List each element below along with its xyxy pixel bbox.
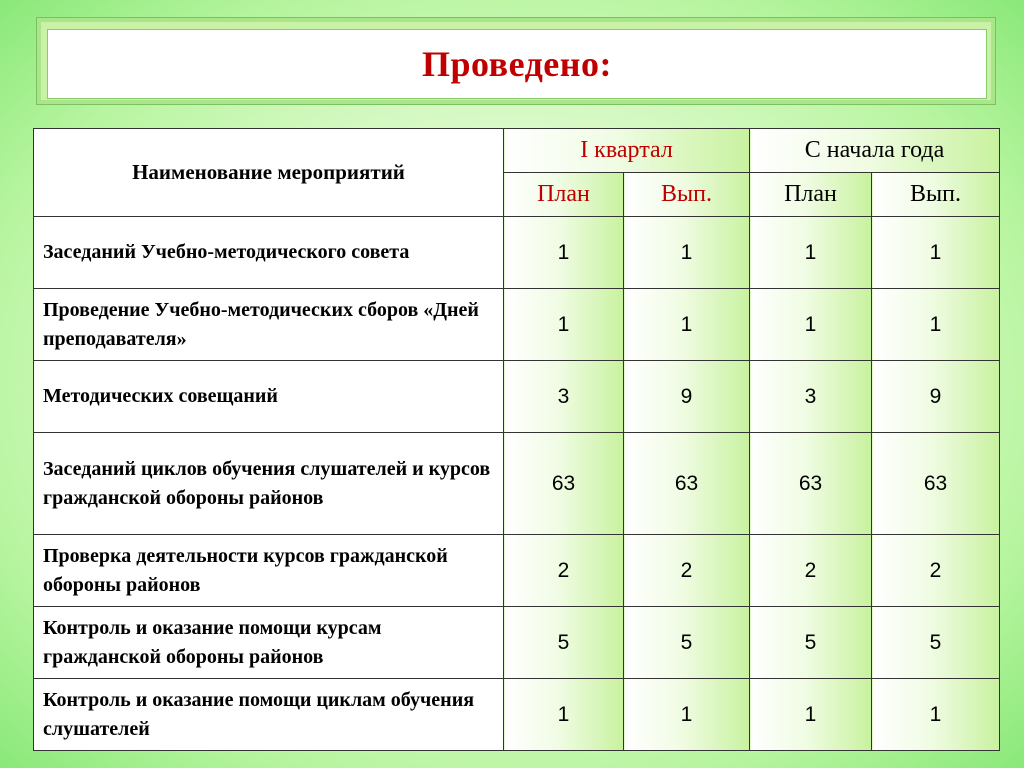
row-event-name: Заседаний Учебно-методического совета — [34, 217, 504, 289]
table-row — [34, 217, 1000, 289]
row-ytd-plan: 1 — [750, 217, 872, 289]
header-year-to-date: С начала года — [750, 129, 1000, 173]
row-ytd-done: 63 — [872, 433, 1000, 535]
row-ytd-done: 9 — [872, 361, 1000, 433]
events-table — [33, 128, 1000, 751]
header-event-name: Наименование мероприятий — [34, 129, 504, 217]
row-quarter-done: 1 — [624, 679, 750, 751]
row-quarter-done: 1 — [624, 217, 750, 289]
row-event-name: Заседаний циклов обучения слушателей и курсов гражданской обороны районов — [34, 433, 504, 535]
row-ytd-plan: 63 — [750, 433, 872, 535]
row-ytd-plan: 1 — [750, 289, 872, 361]
row-quarter-done: 9 — [624, 361, 750, 433]
header-quarter: I квартал — [504, 129, 750, 173]
row-ytd-done: 1 — [872, 289, 1000, 361]
table-header-row — [34, 129, 1000, 173]
row-quarter-plan: 63 — [504, 433, 624, 535]
row-quarter-done: 2 — [624, 535, 750, 607]
row-ytd-plan: 1 — [750, 679, 872, 751]
header-quarter-done: Вып. — [624, 173, 750, 217]
row-ytd-done: 1 — [872, 217, 1000, 289]
header-ytd-plan: План — [750, 173, 872, 217]
row-quarter-done: 63 — [624, 433, 750, 535]
table-row — [34, 433, 1000, 535]
row-event-name: Контроль и оказание помощи курсам гражданской обороны районов — [34, 607, 504, 679]
table-row — [34, 607, 1000, 679]
row-quarter-plan: 5 — [504, 607, 624, 679]
row-ytd-done: 1 — [872, 679, 1000, 751]
row-ytd-done: 5 — [872, 607, 1000, 679]
page-title: Проведено: — [422, 44, 612, 84]
row-event-name: Проведение Учебно-методических сборов «Дней преподавателя» — [34, 289, 504, 361]
row-ytd-plan: 3 — [750, 361, 872, 433]
row-quarter-plan: 1 — [504, 289, 624, 361]
row-quarter-done: 5 — [624, 607, 750, 679]
row-quarter-plan: 2 — [504, 535, 624, 607]
row-ytd-plan: 5 — [750, 607, 872, 679]
row-quarter-plan: 1 — [504, 679, 624, 751]
row-event-name: Методических совещаний — [34, 361, 504, 433]
row-ytd-done: 2 — [872, 535, 1000, 607]
table-row — [34, 361, 1000, 433]
header-quarter-plan: План — [504, 173, 624, 217]
header-ytd-done: Вып. — [872, 173, 1000, 217]
row-event-name: Контроль и оказание помощи циклам обучения слушателей — [34, 679, 504, 751]
title-box — [47, 29, 987, 99]
row-quarter-plan: 3 — [504, 361, 624, 433]
row-quarter-done: 1 — [624, 289, 750, 361]
row-quarter-plan: 1 — [504, 217, 624, 289]
table-row — [34, 679, 1000, 751]
table-row — [34, 535, 1000, 607]
table-row — [34, 289, 1000, 361]
row-event-name: Проверка деятельности курсов гражданской обороны районов — [34, 535, 504, 607]
row-ytd-plan: 2 — [750, 535, 872, 607]
